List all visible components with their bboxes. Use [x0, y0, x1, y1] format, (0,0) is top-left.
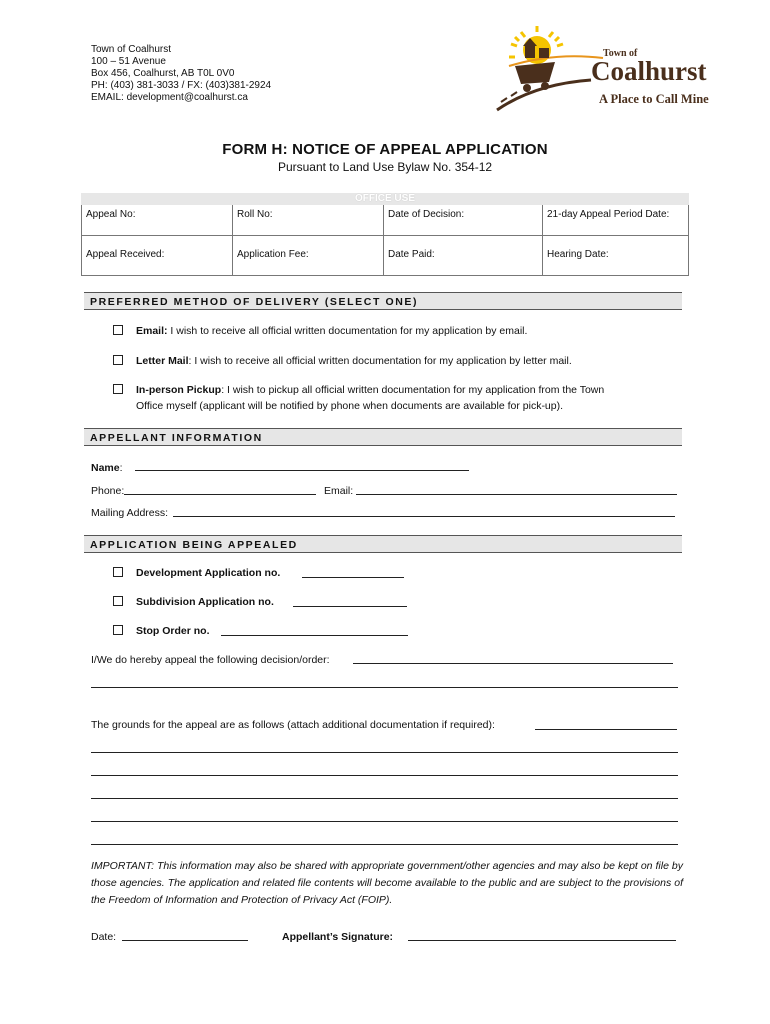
- signature-label: Appellant’s Signature:: [282, 931, 394, 943]
- mine-cart-icon: [497, 38, 591, 110]
- office-cell-roll-no: Roll No:: [233, 196, 384, 236]
- appeal-type-stop-order[interactable]: [113, 623, 210, 639]
- name-field[interactable]: [135, 470, 469, 471]
- appeal-type-subdivision[interactable]: [113, 594, 274, 610]
- delivery-option-text: In-person Pickup: I wish to pickup all official written documentation for my application from the Town Office myself (applicant will be notified by phone when documents are available for pick-up).: [136, 384, 605, 412]
- office-cell-appeal-received: Appeal Received:: [82, 236, 233, 276]
- delivery-option-text: Letter Mail: I wish to receive all official written documentation for my application by letter mail.: [136, 355, 572, 367]
- important-notice: IMPORTANT: This information may also be shared with appropriate government/other agencies and may also be kept on file by those agencies. The application and related file contents will become available to the public and are subject to the provisions of the Freedom of Information and Protection of Privacy Act (FOIP).: [91, 860, 683, 906]
- delivery-option-in-person[interactable]: [113, 382, 605, 412]
- stop-order-no-field[interactable]: [221, 635, 408, 636]
- development-checkbox[interactable]: [113, 567, 123, 577]
- office-cell-appeal-no: Appeal No:: [82, 196, 233, 236]
- grounds-field[interactable]: [535, 729, 677, 730]
- date-field[interactable]: [122, 940, 248, 941]
- email-field[interactable]: [356, 494, 677, 495]
- section-delivery-method: PREFERRED METHOD OF DELIVERY (SELECT ONE): [84, 292, 682, 310]
- address-line: Town of Coalhurst: [91, 44, 172, 55]
- office-cell-decision-date: Date of Decision:: [384, 196, 543, 236]
- grounds-field-line[interactable]: [91, 752, 678, 753]
- logo-tagline: A Place to Call Mine: [599, 92, 709, 106]
- email-checkbox[interactable]: [113, 325, 123, 335]
- coalhurst-logo: [495, 22, 727, 114]
- appeal-decision-label: I/We do hereby appeal the following decision/order:: [91, 654, 330, 666]
- logo-top-text: Town of: [603, 48, 638, 59]
- mailing-address-label: Mailing Address:: [91, 507, 169, 519]
- subdivision-application-no-field[interactable]: [293, 606, 407, 607]
- stop-order-checkbox[interactable]: [113, 625, 123, 635]
- form-subtitle: Pursuant to Land Use Bylaw No. 354-12: [277, 160, 493, 174]
- mailing-address-field[interactable]: [173, 516, 675, 517]
- grounds-field-line[interactable]: [91, 844, 678, 845]
- delivery-option-email[interactable]: [113, 323, 528, 339]
- delivery-option-letter-mail[interactable]: [113, 353, 572, 369]
- office-cell-appeal-period: 21-day Appeal Period Date:: [543, 196, 689, 236]
- development-application-no-field[interactable]: [302, 577, 404, 578]
- email-label: Email:: [324, 485, 354, 497]
- office-cell-application-fee: Application Fee:: [233, 236, 384, 276]
- date-label: Date:: [91, 931, 117, 943]
- phone-field[interactable]: [124, 494, 316, 495]
- phone-label: Phone:: [91, 485, 125, 497]
- office-use-table: [81, 195, 689, 276]
- in-person-pickup-checkbox[interactable]: [113, 384, 123, 394]
- address-line: PH: (403) 381-3033 / FX: (403)381-2924: [91, 80, 272, 91]
- section-application-appealed: APPLICATION BEING APPEALED: [84, 535, 682, 553]
- office-use-header: [81, 193, 689, 205]
- grounds-field-line[interactable]: [91, 775, 678, 776]
- signature-field[interactable]: [408, 940, 676, 941]
- appeal-decision-field[interactable]: [353, 663, 673, 664]
- section-appellant-info: APPELLANT INFORMATION: [84, 428, 682, 446]
- name-label: Name: [91, 462, 120, 474]
- appeal-decision-field-line-2[interactable]: [91, 687, 678, 688]
- delivery-option-text: Email: I wish to receive all official written documentation for my application by email.: [136, 325, 528, 337]
- town-address-block: [91, 44, 271, 104]
- development-label: Development Application no.: [136, 567, 281, 579]
- name-label-row: Name:: [91, 462, 123, 474]
- form-title: FORM H: NOTICE OF APPEAL APPLICATION: [222, 141, 548, 158]
- office-cell-hearing-date: Hearing Date:: [543, 236, 689, 276]
- office-use-header-text: OFFICE USE: [354, 193, 415, 204]
- address-line: 100 – 51 Avenue: [91, 56, 166, 67]
- logo-name: Coalhurst: [591, 56, 707, 86]
- subdivision-label: Subdivision Application no.: [136, 596, 274, 608]
- appeal-type-development[interactable]: [113, 565, 281, 581]
- letter-mail-checkbox[interactable]: [113, 355, 123, 365]
- address-line: EMAIL: development@coalhurst.ca: [91, 92, 248, 103]
- address-line: Box 456, Coalhurst, AB T0L 0V0: [91, 68, 235, 79]
- grounds-label: The grounds for the appeal are as follows (attach additional documentation if required):: [91, 719, 495, 731]
- office-cell-date-paid: Date Paid:: [384, 236, 543, 276]
- stop-order-label: Stop Order no.: [136, 625, 210, 637]
- grounds-field-line[interactable]: [91, 821, 678, 822]
- subdivision-checkbox[interactable]: [113, 596, 123, 606]
- grounds-field-line[interactable]: [91, 798, 678, 799]
